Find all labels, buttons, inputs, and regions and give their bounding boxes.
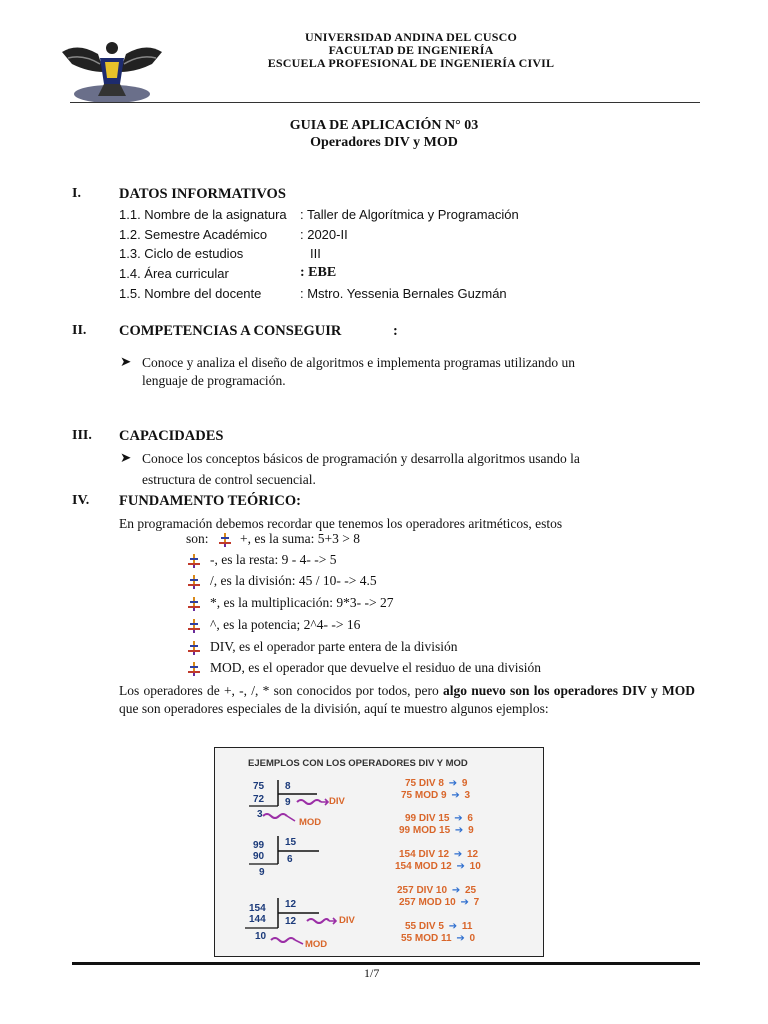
page-subtitle: Operadores DIV y MOD (310, 135, 458, 150)
info-value-2: : 2020-II (300, 227, 348, 242)
example-result: 25 (464, 885, 477, 896)
section-3-title: CAPACIDADES (119, 428, 224, 444)
bullet-icon (187, 662, 201, 681)
paragraph-bold-2: DIV y MOD (622, 683, 695, 698)
competence-line-2: lenguaje de programación. (142, 373, 286, 388)
div-mod-examples-figure (214, 747, 544, 957)
example-result: 10 (469, 861, 481, 872)
paragraph-bold-1: algo nuevo son los operadores (443, 683, 618, 698)
example-expression: 99 MOD 15 (399, 825, 451, 836)
footer-rule (72, 962, 700, 965)
division-1-residue: 3 (257, 809, 263, 820)
example-expression: 257 MOD 10 (399, 897, 456, 908)
arrow-right-icon: ➔ (451, 813, 466, 824)
bullet-icon (187, 554, 201, 573)
arrow-right-icon: ➔ (453, 933, 468, 944)
figure-title: EJEMPLOS CON LOS OPERADORES DIV Y MOD (248, 758, 468, 769)
section-2-number: II. (72, 323, 87, 338)
example-row (401, 933, 475, 944)
example-row (399, 897, 479, 908)
division-3-dividend: 154 (249, 903, 266, 914)
division-3-mod-label: MOD (305, 939, 328, 950)
example-expression: 99 DIV 15 (405, 813, 450, 824)
header-university: UNIVERSIDAD ANDINA DEL CUSCO (305, 30, 517, 44)
section-2-colon: : (393, 323, 398, 339)
division-3-div-label: DIV (339, 915, 355, 926)
example-expression: 55 MOD 11 (401, 933, 452, 944)
section-1-number: I. (72, 186, 81, 201)
example-row (405, 778, 467, 789)
intro-son: son: (186, 531, 209, 546)
operator-item: -, es la resta: 9 - 4- -> 5 (210, 552, 337, 567)
example-result: 6 (467, 813, 473, 824)
operator-item: ^, es la potencia; 2^4- -> 16 (210, 617, 361, 632)
division-3-subtrahend: 144 (249, 914, 266, 925)
capacity-line-2: estructura de control secuencial. (142, 472, 316, 487)
example-result: 9 (461, 778, 468, 789)
page-number: 1/7 (364, 966, 380, 980)
example-expression: 55 DIV 5 (405, 921, 444, 932)
bullet-icon (187, 619, 201, 638)
arrow-right-icon: ➔ (457, 897, 472, 908)
example-row (397, 885, 476, 896)
paragraph-post: que son operadores especiales de la división, aquí te muestro algunos (119, 701, 493, 716)
bullet-arrow-icon: ➤ (120, 354, 132, 369)
bullet-icon (218, 533, 232, 552)
example-row (405, 921, 472, 932)
division-3-residue: 10 (255, 931, 267, 942)
paragraph-pre: Los operadores de +, -, /, * son conocidos por todos, pero (119, 683, 439, 698)
arrow-right-icon: ➔ (453, 861, 468, 872)
page-title: GUIA DE APLICACIÓN N° 03 (289, 118, 479, 133)
division-2-quotient: 6 (287, 854, 293, 865)
header-school: ESCUELA PROFESIONAL DE INGENIERÍA CIVIL (267, 56, 555, 70)
header-divider (70, 102, 700, 103)
example-result: 0 (469, 933, 476, 944)
example-result: 7 (473, 897, 480, 908)
section-1-title: DATOS INFORMATIVOS (119, 186, 286, 202)
info-label-3: 1.3. Ciclo de estudios (119, 246, 244, 261)
bullet-arrow-icon: ➤ (120, 450, 132, 465)
division-1-mod-label: MOD (299, 817, 322, 828)
info-value-4: : EBE (300, 265, 337, 280)
example-result: 12 (466, 849, 479, 860)
info-label-4: 1.4. Área curricular (119, 266, 229, 281)
section-4-number: IV. (72, 493, 90, 508)
division-3-divisor: 12 (285, 899, 297, 910)
info-value-5: : Mstro. Yessenia Bernales Guzmán (300, 286, 507, 301)
example-row (401, 790, 470, 801)
example-result: 9 (468, 825, 474, 836)
example-row (399, 849, 478, 860)
info-value-3: III (310, 246, 321, 261)
operator-item: MOD, es el operador que devuelve el residuo de una división (210, 660, 542, 675)
operator-item: /, es la división: 45 / 10- -> 4.5 (210, 573, 377, 588)
competence-line-1: Conoce y analiza el diseño de algoritmos e implementa programas utilizando un (142, 355, 575, 370)
info-label-5: 1.5. Nombre del docente (119, 286, 262, 301)
paragraph-end: ejemplos: (496, 701, 549, 716)
division-1-divisor: 8 (285, 781, 291, 792)
operator-item: *, es la multiplicación: 9*3- -> 27 (210, 595, 394, 610)
example-row (405, 813, 473, 824)
division-2-divisor: 15 (285, 837, 297, 848)
bullet-icon (187, 641, 201, 660)
division-2-subtrahend: 90 (253, 851, 265, 862)
division-1-subtrahend: 72 (253, 794, 265, 805)
capacity-line-1: Conoce los conceptos básicos de programación y desarrolla algoritmos usando la (142, 451, 580, 466)
example-expression: 154 MOD 12 (395, 861, 452, 872)
example-expression: 75 DIV 8 (405, 778, 444, 789)
division-2-residue: 9 (259, 867, 265, 878)
example-expression: 75 MOD 9 (401, 790, 447, 801)
bullet-icon (187, 597, 201, 616)
bullet-icon (187, 575, 201, 594)
arrow-right-icon: ➔ (451, 849, 465, 860)
info-label-2: 1.2. Semestre Académico (119, 227, 268, 242)
division-2-dividend: 99 (253, 840, 265, 851)
example-result: 11 (461, 921, 473, 932)
division-1-quotient: 9 (285, 797, 291, 808)
arrow-right-icon: ➔ (449, 885, 463, 896)
info-value-1: : Taller de Algorítmica y Programación (300, 207, 519, 222)
operator-item: +, es la suma: 5+3 > 8 (240, 531, 360, 546)
arrow-right-icon: ➔ (452, 825, 467, 836)
example-expression: 257 DIV 10 (397, 885, 448, 896)
paragraph (119, 682, 695, 718)
info-label-1: 1.1. Nombre de la asignatura (119, 207, 287, 222)
example-expression: 154 DIV 12 (399, 849, 450, 860)
arrow-right-icon: ➔ (448, 790, 463, 801)
intro-line: En programación debemos recordar que tenemos los operadores aritméticos, estos (119, 516, 563, 531)
operator-item: DIV, es el operador parte entera de la división (210, 639, 458, 654)
section-2-title: COMPETENCIAS A CONSEGUIR (119, 323, 342, 339)
section-4-title: FUNDAMENTO TEÓRICO: (119, 493, 301, 509)
division-3-quotient: 12 (285, 916, 297, 927)
division-1-div-label: DIV (329, 796, 345, 807)
example-row (395, 861, 481, 872)
header-faculty: FACULTAD DE INGENIERÍA (328, 43, 494, 57)
section-3-number: III. (72, 428, 92, 443)
division-1-dividend: 75 (253, 781, 265, 792)
division-lines (215, 748, 543, 956)
example-row (399, 825, 474, 836)
arrow-right-icon: ➔ (445, 778, 460, 789)
arrow-right-icon: ➔ (445, 921, 460, 932)
example-result: 3 (464, 790, 471, 801)
